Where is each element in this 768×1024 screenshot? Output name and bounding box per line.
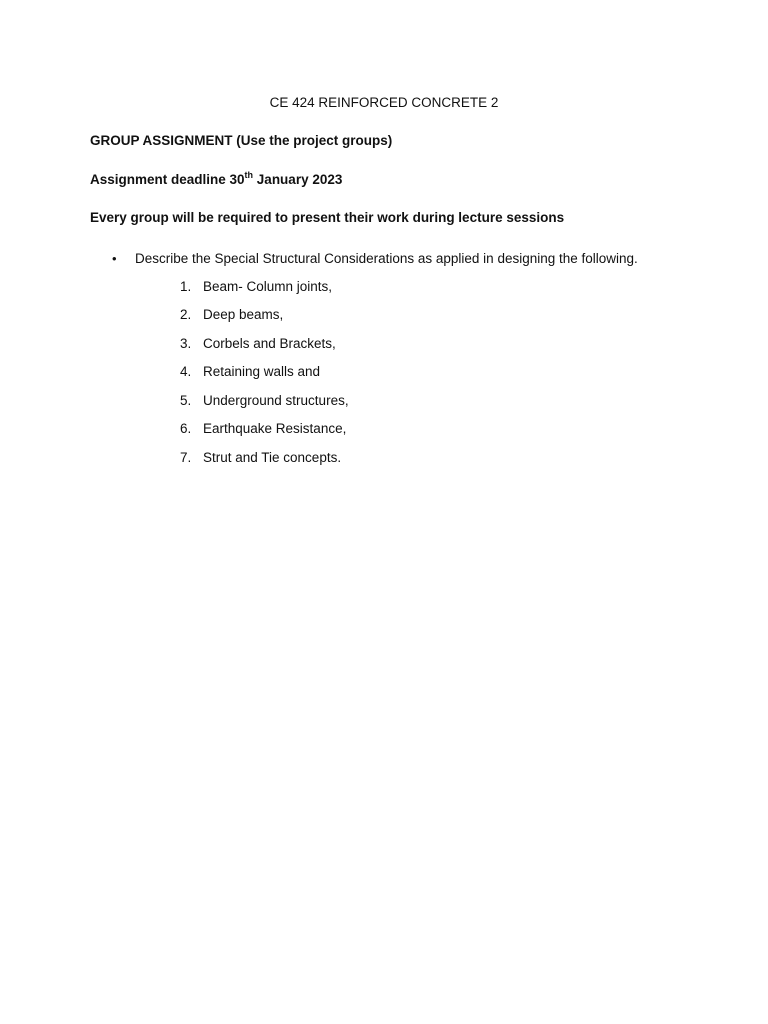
presentation-line: Every group will be required to present their work during lecture sessions bbox=[90, 210, 565, 225]
list-item-number: 4. bbox=[180, 364, 192, 379]
deadline-line bbox=[90, 171, 342, 189]
list-item-text: Strut and Tie concepts. bbox=[203, 450, 342, 465]
list-item-text: Corbels and Brackets, bbox=[203, 336, 336, 351]
list-item-text: Retaining walls and bbox=[203, 364, 321, 379]
list-item-text: Earthquake Resistance, bbox=[203, 421, 347, 436]
deadline-prefix: Assignment deadline 30 bbox=[90, 172, 245, 187]
list-item-text: Deep beams, bbox=[203, 307, 284, 322]
deadline-superscript: th bbox=[244, 169, 254, 180]
list-item bbox=[180, 449, 341, 467]
list-item bbox=[180, 278, 332, 296]
list-item-text: Beam- Column joints, bbox=[203, 279, 333, 294]
document-title: CE 424 REINFORCED CONCRETE 2 bbox=[269, 95, 499, 110]
bullet-icon: • bbox=[112, 251, 117, 266]
deadline-suffix: January 2023 bbox=[253, 172, 343, 187]
group-assignment-line: GROUP ASSIGNMENT (Use the project groups) bbox=[90, 133, 393, 148]
list-item bbox=[180, 392, 349, 410]
list-item-number: 5. bbox=[180, 393, 192, 408]
bullet-text: Describe the Special Structural Considerations as applied in designing the following. bbox=[135, 251, 638, 266]
list-item-number: 2. bbox=[180, 307, 192, 322]
list-item-text: Underground structures, bbox=[203, 393, 349, 408]
list-item bbox=[180, 306, 283, 324]
list-item bbox=[180, 335, 336, 353]
list-item-number: 7. bbox=[180, 450, 192, 465]
list-item bbox=[180, 363, 320, 381]
list-item-number: 6. bbox=[180, 421, 192, 436]
list-item-number: 1. bbox=[180, 279, 192, 294]
list-item-number: 3. bbox=[180, 336, 192, 351]
bullet-item bbox=[112, 250, 638, 268]
list-item bbox=[180, 420, 346, 438]
